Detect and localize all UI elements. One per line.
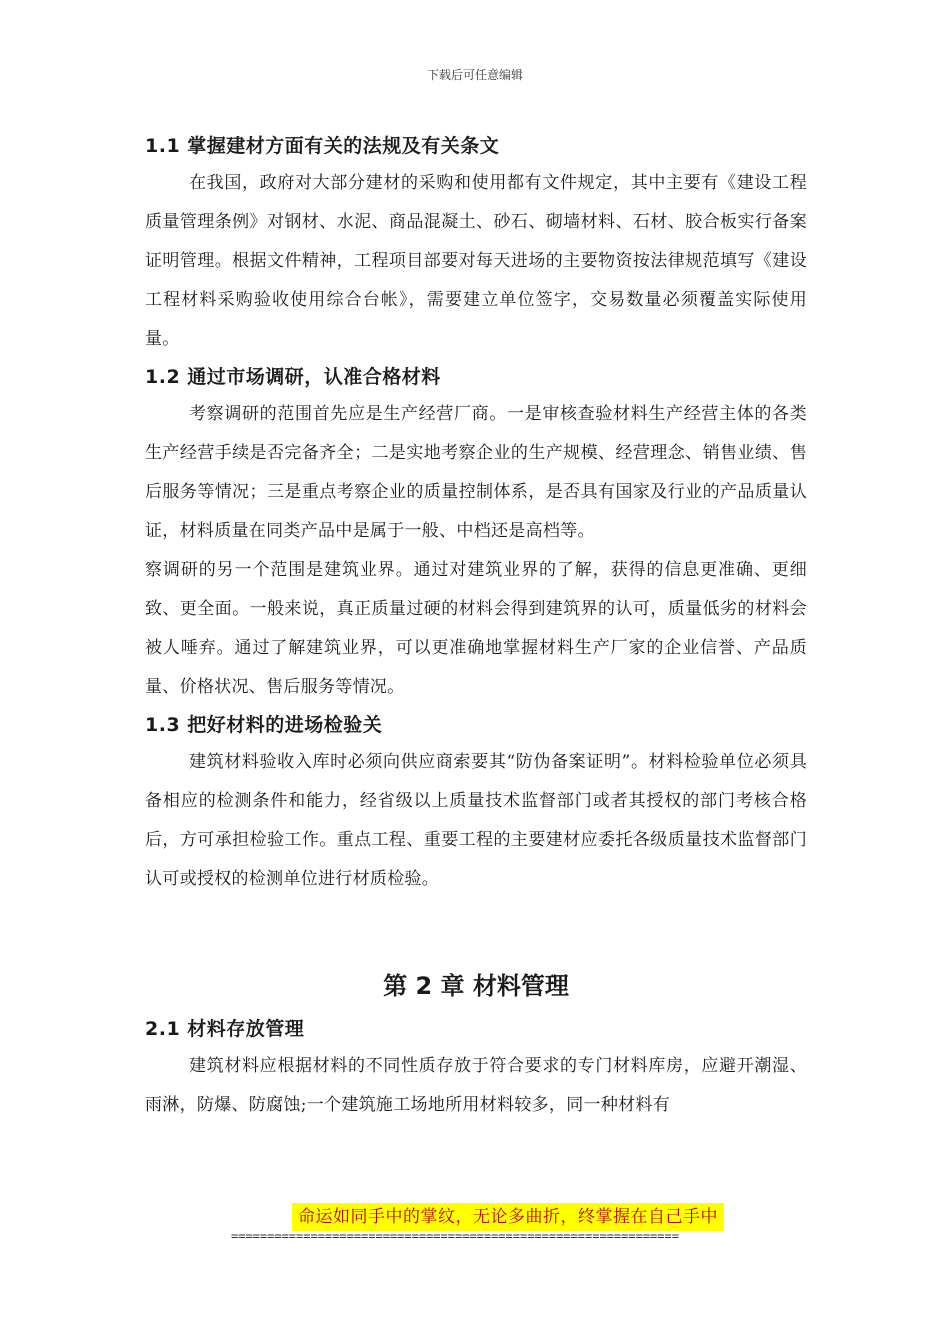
paragraph-1-1: 在我国，政府对大部分建材的采购和使用都有文件规定，其中主要有《建设工程质量管理条例》对钢材、水泥、商品混凝土、砂石、砌墙材料、石材、胶合板实行备案证明管理。根据文件精神，工程项目部要对每天进场的主要物资按法律规范填写《建设工程材料采购验收使用综合台帐》，需要建立单位签字，交易数量必须覆盖实际使用量。	[145, 173, 807, 349]
page-header-note: 下载后可任意编辑	[426, 68, 523, 82]
footer-separator: ==============================================================	[231, 1229, 679, 1243]
section-heading-2-1: 2.1 材料存放管理	[145, 1018, 305, 1040]
section-heading-1-1: 1.1 掌握建材方面有关的法规及有关条文	[145, 135, 500, 157]
paragraph-1-3: 建筑材料验收入库时必须向供应商索要其“防伪备案证明”。材料检验单位必须具备相应的检测条件和能力，经省级以上质量技术监督部门或者其授权的部门考核合格后，方可承担检验工作。重点工程、重要工程的主要建材应委托各级质量技术监督部门认可或授权的检测单位进行材质检验。	[145, 752, 807, 889]
paragraph-2-1: 建筑材料应根据材料的不同性质存放于符合要求的专门材料库房，应避开潮湿、雨淋，防爆、防腐蚀;一个建筑施工场地所用材料较多，同一种材料有	[145, 1056, 807, 1115]
section-heading-1-3: 1.3 把好材料的进场检验关	[145, 714, 383, 736]
paragraph-1-2-a: 考察调研的范围首先应是生产经营厂商。一是审核查验材料生产经营主体的各类生产经营手续是否完备齐全；二是实地考察企业的生产规模、经营理念、销售业绩、售后服务等情况；三是重点考察企业的质量控制体系，是否具有国家及行业的产品质量认证，材料质量在同类产品中是属于一般、中档还是高档等。	[145, 404, 807, 541]
chapter-title: 第 2 章 材料管理	[383, 972, 569, 1000]
paragraph-1-2-b: 察调研的另一个范围是建筑业界。通过对建筑业界的了解，获得的信息更准确、更细致、更全面。一般来说，真正质量过硬的材料会得到建筑界的认可，质量低劣的材料会被人唾弃。通过了解建筑业界，可以更准确地掌握材料生产厂家的企业信誉、产品质量、价格状况、售后服务等情况。	[145, 560, 807, 697]
section-heading-1-2: 1.2 通过市场调研，认准合格材料	[145, 366, 441, 388]
footer-motto: 命运如同手中的掌纹，无论多曲折，终掌握在自己手中	[292, 1203, 724, 1231]
document-body	[145, 128, 807, 1125]
